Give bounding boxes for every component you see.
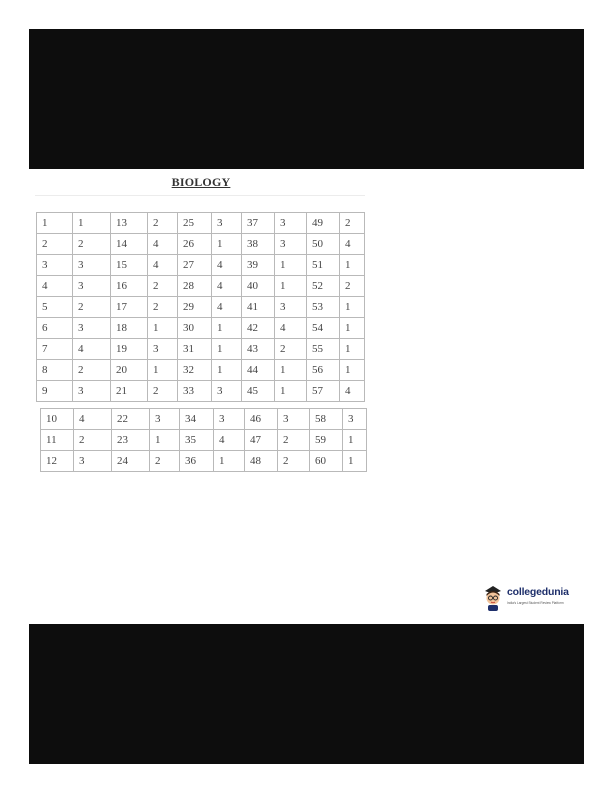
question-number-cell: 45 xyxy=(242,381,275,402)
question-number-cell: 22 xyxy=(112,409,150,430)
answer-option-cell: 4 xyxy=(214,430,245,451)
answer-option-cell: 1 xyxy=(275,381,307,402)
question-number-cell: 51 xyxy=(307,255,340,276)
question-number-cell: 32 xyxy=(178,360,212,381)
question-number-cell: 39 xyxy=(242,255,275,276)
answer-option-cell: 1 xyxy=(275,360,307,381)
question-number-cell: 26 xyxy=(178,234,212,255)
logo-name: collegedunia xyxy=(507,586,569,598)
answer-key-table-1 xyxy=(36,212,365,402)
answer-key-table-2 xyxy=(40,408,367,472)
table-row xyxy=(37,276,365,297)
question-number-cell: 7 xyxy=(37,339,73,360)
question-number-cell: 44 xyxy=(242,360,275,381)
answer-option-cell: 4 xyxy=(212,255,242,276)
answer-option-cell: 2 xyxy=(148,381,178,402)
question-number-cell: 19 xyxy=(111,339,148,360)
question-number-cell: 6 xyxy=(37,318,73,339)
question-number-cell: 42 xyxy=(242,318,275,339)
answer-option-cell: 3 xyxy=(214,409,245,430)
table-row xyxy=(37,297,365,318)
answer-option-cell: 1 xyxy=(212,234,242,255)
table-row xyxy=(37,381,365,402)
answer-option-cell: 4 xyxy=(148,234,178,255)
question-number-cell: 34 xyxy=(180,409,214,430)
answer-option-cell: 1 xyxy=(343,430,367,451)
answer-option-cell: 3 xyxy=(73,318,111,339)
answer-key-table-1-body xyxy=(37,213,365,402)
answer-option-cell: 1 xyxy=(340,360,365,381)
page-title: BIOLOGY xyxy=(171,175,231,189)
question-number-cell: 12 xyxy=(41,451,74,472)
answer-option-cell: 2 xyxy=(148,213,178,234)
answer-option-cell: 4 xyxy=(340,234,365,255)
question-number-cell: 52 xyxy=(307,276,340,297)
answer-option-cell: 4 xyxy=(148,255,178,276)
question-number-cell: 41 xyxy=(242,297,275,318)
question-number-cell: 23 xyxy=(112,430,150,451)
answer-option-cell: 1 xyxy=(148,318,178,339)
question-number-cell: 35 xyxy=(180,430,214,451)
question-number-cell: 18 xyxy=(111,318,148,339)
question-number-cell: 27 xyxy=(178,255,212,276)
question-number-cell: 4 xyxy=(37,276,73,297)
answer-option-cell: 3 xyxy=(343,409,367,430)
answer-option-cell: 1 xyxy=(275,255,307,276)
question-number-cell: 59 xyxy=(310,430,343,451)
question-number-cell: 3 xyxy=(37,255,73,276)
question-number-cell: 5 xyxy=(37,297,73,318)
table-row xyxy=(37,234,365,255)
answer-option-cell: 3 xyxy=(73,276,111,297)
table-row xyxy=(37,213,365,234)
bottom-black-band xyxy=(29,624,584,764)
table-row xyxy=(37,318,365,339)
answer-option-cell: 2 xyxy=(340,213,365,234)
question-number-cell: 33 xyxy=(178,381,212,402)
question-number-cell: 10 xyxy=(41,409,74,430)
question-number-cell: 29 xyxy=(178,297,212,318)
answer-option-cell: 1 xyxy=(212,360,242,381)
question-number-cell: 53 xyxy=(307,297,340,318)
answer-option-cell: 3 xyxy=(212,381,242,402)
answer-option-cell: 2 xyxy=(148,297,178,318)
answer-option-cell: 3 xyxy=(275,234,307,255)
answer-option-cell: 3 xyxy=(148,339,178,360)
answer-option-cell: 2 xyxy=(73,297,111,318)
answer-option-cell: 1 xyxy=(340,339,365,360)
question-number-cell: 50 xyxy=(307,234,340,255)
question-number-cell: 9 xyxy=(37,381,73,402)
question-number-cell: 17 xyxy=(111,297,148,318)
answer-option-cell: 3 xyxy=(212,213,242,234)
question-number-cell: 56 xyxy=(307,360,340,381)
question-number-cell: 20 xyxy=(111,360,148,381)
answer-option-cell: 3 xyxy=(275,213,307,234)
answer-option-cell: 4 xyxy=(275,318,307,339)
answer-option-cell: 3 xyxy=(73,255,111,276)
question-number-cell: 55 xyxy=(307,339,340,360)
answer-option-cell: 3 xyxy=(73,381,111,402)
answer-option-cell: 3 xyxy=(278,409,310,430)
answer-option-cell: 2 xyxy=(74,430,112,451)
answer-option-cell: 2 xyxy=(275,339,307,360)
table-row xyxy=(37,255,365,276)
answer-option-cell: 1 xyxy=(73,213,111,234)
question-number-cell: 24 xyxy=(112,451,150,472)
question-number-cell: 47 xyxy=(245,430,278,451)
mascot-icon xyxy=(482,584,504,612)
question-number-cell: 25 xyxy=(178,213,212,234)
question-number-cell: 1 xyxy=(37,213,73,234)
answer-option-cell: 4 xyxy=(73,339,111,360)
answer-option-cell: 2 xyxy=(340,276,365,297)
answer-option-cell: 1 xyxy=(343,451,367,472)
question-number-cell: 16 xyxy=(111,276,148,297)
answer-option-cell: 1 xyxy=(212,318,242,339)
collegedunia-logo xyxy=(482,584,582,614)
answer-option-cell: 1 xyxy=(340,255,365,276)
question-number-cell: 48 xyxy=(245,451,278,472)
question-number-cell: 28 xyxy=(178,276,212,297)
answer-option-cell: 2 xyxy=(150,451,180,472)
question-number-cell: 49 xyxy=(307,213,340,234)
question-number-cell: 57 xyxy=(307,381,340,402)
answer-option-cell: 1 xyxy=(275,276,307,297)
answer-key-table-2-body xyxy=(41,409,367,472)
top-black-band xyxy=(29,29,584,169)
question-number-cell: 40 xyxy=(242,276,275,297)
table-row xyxy=(41,451,367,472)
question-number-cell: 13 xyxy=(111,213,148,234)
answer-option-cell: 1 xyxy=(340,318,365,339)
answer-option-cell: 2 xyxy=(148,276,178,297)
answer-option-cell: 1 xyxy=(340,297,365,318)
title-divider xyxy=(35,195,365,196)
answer-option-cell: 2 xyxy=(73,234,111,255)
answer-option-cell: 2 xyxy=(278,430,310,451)
question-number-cell: 38 xyxy=(242,234,275,255)
question-number-cell: 60 xyxy=(310,451,343,472)
question-number-cell: 43 xyxy=(242,339,275,360)
question-number-cell: 14 xyxy=(111,234,148,255)
question-number-cell: 46 xyxy=(245,409,278,430)
answer-option-cell: 3 xyxy=(275,297,307,318)
question-number-cell: 2 xyxy=(37,234,73,255)
answer-option-cell: 3 xyxy=(74,451,112,472)
question-number-cell: 36 xyxy=(180,451,214,472)
answer-option-cell: 4 xyxy=(340,381,365,402)
table-row xyxy=(37,339,365,360)
question-number-cell: 21 xyxy=(111,381,148,402)
question-number-cell: 15 xyxy=(111,255,148,276)
question-number-cell: 37 xyxy=(242,213,275,234)
question-number-cell: 30 xyxy=(178,318,212,339)
table-row xyxy=(41,409,367,430)
answer-option-cell: 4 xyxy=(74,409,112,430)
answer-option-cell: 1 xyxy=(150,430,180,451)
answer-option-cell: 1 xyxy=(214,451,245,472)
logo-tagline: India's Largest Student Review Platform xyxy=(507,601,564,605)
question-number-cell: 54 xyxy=(307,318,340,339)
question-number-cell: 11 xyxy=(41,430,74,451)
question-number-cell: 31 xyxy=(178,339,212,360)
answer-option-cell: 2 xyxy=(73,360,111,381)
answer-option-cell: 4 xyxy=(212,297,242,318)
table-row xyxy=(41,430,367,451)
answer-option-cell: 3 xyxy=(150,409,180,430)
answer-option-cell: 1 xyxy=(212,339,242,360)
answer-option-cell: 1 xyxy=(148,360,178,381)
answer-option-cell: 2 xyxy=(278,451,310,472)
table-row xyxy=(37,360,365,381)
answer-option-cell: 4 xyxy=(212,276,242,297)
question-number-cell: 8 xyxy=(37,360,73,381)
question-number-cell: 58 xyxy=(310,409,343,430)
